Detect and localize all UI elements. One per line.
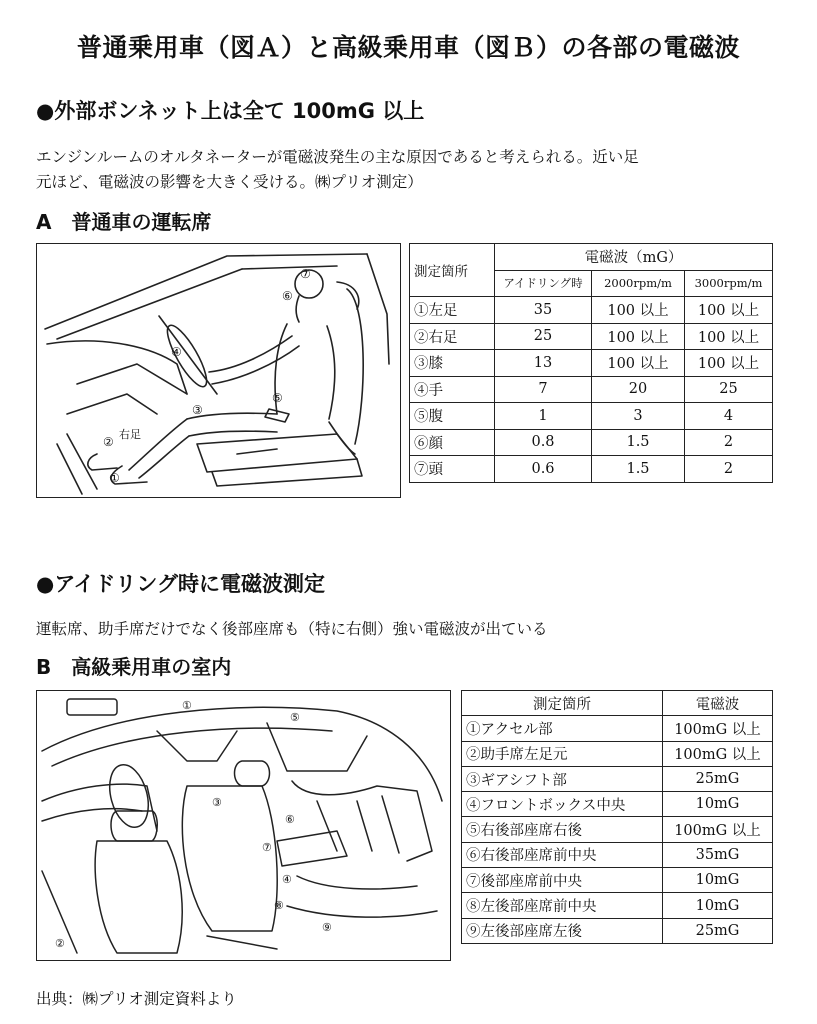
- tableA-cell-2000: 100 以上: [592, 350, 685, 377]
- table-row: [462, 766, 773, 791]
- tableB-cell-loc: ②助手席左足元: [462, 741, 663, 766]
- tableB-cell-loc: ⑤右後部座席右後: [462, 817, 663, 842]
- tableA-cell-3000: 2: [685, 456, 773, 483]
- tableA-cell-idle: 25: [495, 323, 592, 350]
- car-interior-drawing: [37, 691, 450, 960]
- table-row: [462, 893, 773, 918]
- section1-text-line1: エンジンルームのオルタネーターが電磁波発生の主な原因であると考えられる。近い足: [36, 148, 639, 166]
- tableB-cell-val: 100mG 以上: [663, 741, 773, 766]
- table-row: [462, 741, 773, 766]
- tableA-cell-idle: 0.8: [495, 429, 592, 456]
- figA-marker-7: ⑦: [300, 267, 311, 281]
- tableA-cell-2000: 1.5: [592, 429, 685, 456]
- figA-heading: A 普通車の運転席: [36, 210, 212, 234]
- figA-marker-3: ③: [192, 403, 203, 417]
- figA-marker-1: ①: [109, 471, 120, 485]
- tableA-header-group: 電磁波（mG）: [495, 244, 773, 271]
- figB-marker-5: ⑤: [290, 711, 300, 724]
- tableA-cell-idle: 13: [495, 350, 592, 377]
- figB-marker-1: ①: [182, 699, 192, 712]
- figA-marker-6: ⑥: [282, 289, 293, 303]
- tableB-cell-val: 25mG: [663, 918, 773, 943]
- table-row: [462, 918, 773, 943]
- tableA-cell-2000: 100 以上: [592, 297, 685, 324]
- tableA-header-location: 測定箇所: [410, 244, 495, 297]
- figB-marker-2: ②: [55, 937, 65, 950]
- tableA-cell-loc: ①左足: [410, 297, 495, 324]
- tableB: [461, 690, 773, 944]
- tableB-cell-loc: ⑦後部座席前中央: [462, 868, 663, 893]
- figA-marker-4: ④: [171, 345, 182, 359]
- table-row: [462, 817, 773, 842]
- table-row: [462, 868, 773, 893]
- tableA-cell-3000: 100 以上: [685, 323, 773, 350]
- figB-marker-7: ⑦: [262, 841, 272, 854]
- tableA-cell-3000: 100 以上: [685, 350, 773, 377]
- tableB-cell-val: 100mG 以上: [663, 817, 773, 842]
- tableA-cell-loc: ③膝: [410, 350, 495, 377]
- tableA-cell-2000: 20: [592, 376, 685, 403]
- table-row: [410, 456, 773, 483]
- tableA-cell-idle: 35: [495, 297, 592, 324]
- tableA-cell-2000: 100 以上: [592, 323, 685, 350]
- tableA-cell-3000: 100 以上: [685, 297, 773, 324]
- tableB-cell-loc: ⑥右後部座席前中央: [462, 842, 663, 867]
- tableB-cell-val: 100mG 以上: [663, 716, 773, 741]
- tableA: [409, 243, 773, 483]
- table-row: [410, 350, 773, 377]
- tableA-cell-3000: 4: [685, 403, 773, 430]
- tableB-cell-val: 10mG: [663, 792, 773, 817]
- table-row: [410, 297, 773, 324]
- section1-heading: ●外部ボンネット上は全て 100mG 以上: [36, 99, 425, 123]
- tableB-cell-val: 10mG: [663, 868, 773, 893]
- section1-text-line2: 元ほど、電磁波の影響を大きく受ける。㈱プリオ測定）: [36, 173, 423, 191]
- figB-marker-6: ⑥: [285, 813, 295, 826]
- figB-heading: B 高級乗用車の室内: [36, 655, 232, 679]
- table-row: [410, 403, 773, 430]
- table-row: [462, 792, 773, 817]
- figB-marker-4: ④: [282, 873, 292, 886]
- tableB-cell-loc: ⑨左後部座席左後: [462, 918, 663, 943]
- table-row: [462, 716, 773, 741]
- tableA-header-3000: 3000rpm/m: [685, 270, 773, 297]
- tableA-header-idle: アイドリング時: [495, 270, 592, 297]
- tableA-cell-3000: 25: [685, 376, 773, 403]
- tableA-cell-idle: 1: [495, 403, 592, 430]
- table-row: [410, 323, 773, 350]
- figB-illustration: [36, 690, 451, 961]
- tableB-header-value: 電磁波: [663, 691, 773, 716]
- tableB-cell-loc: ③ギアシフト部: [462, 766, 663, 791]
- figB-marker-8: ⑧: [274, 899, 284, 912]
- tableA-cell-2000: 3: [592, 403, 685, 430]
- tableA-cell-loc: ⑤腹: [410, 403, 495, 430]
- figB-marker-9: ⑨: [322, 921, 332, 934]
- tableA-cell-3000: 2: [685, 429, 773, 456]
- figA-marker-5: ⑤: [272, 391, 283, 405]
- tableA-cell-loc: ⑥顔: [410, 429, 495, 456]
- section2-text-line1: 運転席、助手席だけでなく後部座席も（特に右側）強い電磁波が出ている: [36, 620, 548, 638]
- page-title: 普通乗用車（図Ａ）と高級乗用車（図Ｂ）の各部の電磁波: [76, 33, 740, 62]
- table-row: [410, 429, 773, 456]
- section2-heading: ●アイドリング時に電磁波測定: [36, 572, 326, 596]
- source-note: 出典：㈱プリオ測定資料より: [36, 990, 237, 1008]
- tableB-cell-val: 10mG: [663, 893, 773, 918]
- table-row: [410, 376, 773, 403]
- figA-marker-2: ②: [103, 435, 114, 449]
- figB-marker-3: ③: [212, 796, 222, 809]
- tableA-cell-idle: 0.6: [495, 456, 592, 483]
- tableB-header-location: 測定箇所: [462, 691, 663, 716]
- tableA-cell-idle: 7: [495, 376, 592, 403]
- figA-right-foot-label: 右足: [119, 428, 141, 441]
- tableA-cell-loc: ②右足: [410, 323, 495, 350]
- tableA-header-2000: 2000rpm/m: [592, 270, 685, 297]
- tableA-cell-loc: ④手: [410, 376, 495, 403]
- table-row: [462, 842, 773, 867]
- tableB-cell-loc: ⑧左後部座席前中央: [462, 893, 663, 918]
- tableA-cell-loc: ⑦頭: [410, 456, 495, 483]
- figA-illustration: [36, 243, 401, 498]
- tableB-cell-loc: ①アクセル部: [462, 716, 663, 741]
- tableB-cell-val: 35mG: [663, 842, 773, 867]
- tableB-cell-loc: ④フロントボックス中央: [462, 792, 663, 817]
- tableA-cell-2000: 1.5: [592, 456, 685, 483]
- tableB-cell-val: 25mG: [663, 766, 773, 791]
- driver-seat-drawing: [37, 244, 400, 497]
